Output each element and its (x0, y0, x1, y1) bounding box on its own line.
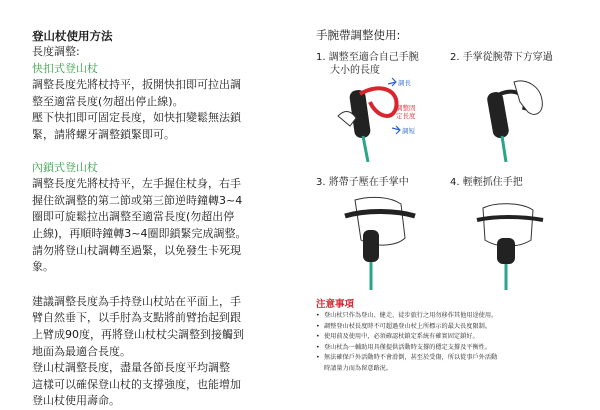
wrist-strap-title: 手腕帶調整使用: (316, 28, 401, 42)
text-line: 登山杖使用壽命。 (32, 394, 120, 408)
text-line: 握住欲調整的第二節或第三節逆時鐘轉3~4 (32, 193, 243, 207)
lengthen-label: 調長 (398, 79, 411, 87)
pole-shaft-shape (363, 136, 368, 162)
grip-handle-illustration (465, 190, 565, 290)
text-line: 調整長度先將杖持平，扳開快扣即可拉出調 (32, 78, 241, 92)
pole-shaft-shape (502, 136, 506, 162)
text-line: 調整長度先將杖持平，左手握住杖身，右手 (32, 177, 241, 191)
strap-in-palm-illustration (335, 190, 435, 290)
text-line: 請勿將登山杖調轉至過緊，以免發生卡死現 (32, 243, 241, 257)
left-column (32, 28, 294, 410)
step-1-line: 1. 調整至適合自己手腕 (316, 52, 419, 63)
text-line: 臂自然垂下，以手肘為支點將前臂抬起到跟 (32, 311, 241, 325)
step-2-caption: 2. 手掌從腕帶下方穿過 (450, 52, 553, 63)
page-title: 登山杖使用方法 (32, 29, 113, 43)
hand-shape (514, 81, 542, 114)
recommendation-paragraph (32, 294, 294, 410)
text-line: 整至適當長度(勿超出停止線)。 (32, 94, 184, 108)
internal-lock-heading: 內鎖式登山杖 (32, 160, 98, 174)
caution-item: • 調整登山杖長度時不可超過登山杖上所標示的最大長度限制。 (316, 322, 492, 330)
text-line: 建議調整長度為手持登山杖站在平面上，手 (32, 294, 241, 308)
text-line: 象。 (32, 260, 54, 274)
quick-lock-heading: 快扣式登山杖 (32, 61, 98, 75)
text-line: 登山杖調整長度，盡量各節長度平均調整 (32, 361, 230, 375)
text-line: 壓下快扣即可固定長度，如快扣變鬆無法鎖 (32, 111, 241, 125)
internal-lock-paragraph (32, 176, 294, 276)
caution-item: • 登山杖為一輔助用具僅提供活動時支撐的穩定支撐及平衡性。 (316, 343, 492, 351)
caution-item-continued: 時請量力而為留意路況。 (324, 364, 393, 372)
pole-grip-shape (363, 230, 379, 262)
caution-title: 注意事項 (316, 299, 355, 310)
text-line: 圈即可旋鬆拉出調整至適當長度(勿超出停 (32, 210, 235, 224)
pole-grip-shape (497, 238, 515, 264)
step-4-caption: 4. 輕輕抓住手把 (450, 177, 523, 188)
caution-item: • 使用前及使用中，必須確認杖鎖定系統有確實固定鎖好。 (316, 333, 479, 341)
length-adjust-subtitle: 長度調整: (32, 45, 80, 58)
hand-shape (355, 197, 405, 245)
caution-section (316, 298, 596, 375)
step-3-caption: 3. 將帶子壓在手掌中 (316, 177, 409, 188)
shorten-label: 調短 (402, 127, 415, 135)
text-line: 緊，請將螺牙調整鎖緊即可。 (32, 127, 175, 141)
fix-length-label-line: 調整固 (396, 104, 416, 112)
quick-lock-paragraph (32, 77, 294, 143)
caution-item: • 登山杖只作為登山、健走、徒步旅行之用勿移作其他用途使用。 (316, 312, 498, 319)
strap-adjust-illustration (330, 72, 440, 162)
pole-grip-shape (486, 91, 510, 139)
arrow-icon (392, 126, 400, 134)
step-1-line: 大小的長度 (330, 65, 380, 76)
text-line: 地面為最適合長度。 (32, 344, 131, 358)
fix-length-label-line: 定長度 (396, 112, 416, 120)
hand-through-strap-illustration (470, 72, 570, 162)
caution-item: • 無法確保戶外活動時不會滑倒，甚至於受傷，所以從事戶外活動 (316, 354, 498, 362)
text-line: 這樣可以確保登山杖的支撐強度，也能增加 (32, 377, 241, 391)
text-line: 止線)，再順時鐘轉3~4圈即鎖緊完成調整。 (32, 226, 247, 240)
text-line: 上臂成90度，再將登山杖杖尖調整到接觸到 (32, 327, 244, 341)
arrow-icon (388, 78, 396, 86)
